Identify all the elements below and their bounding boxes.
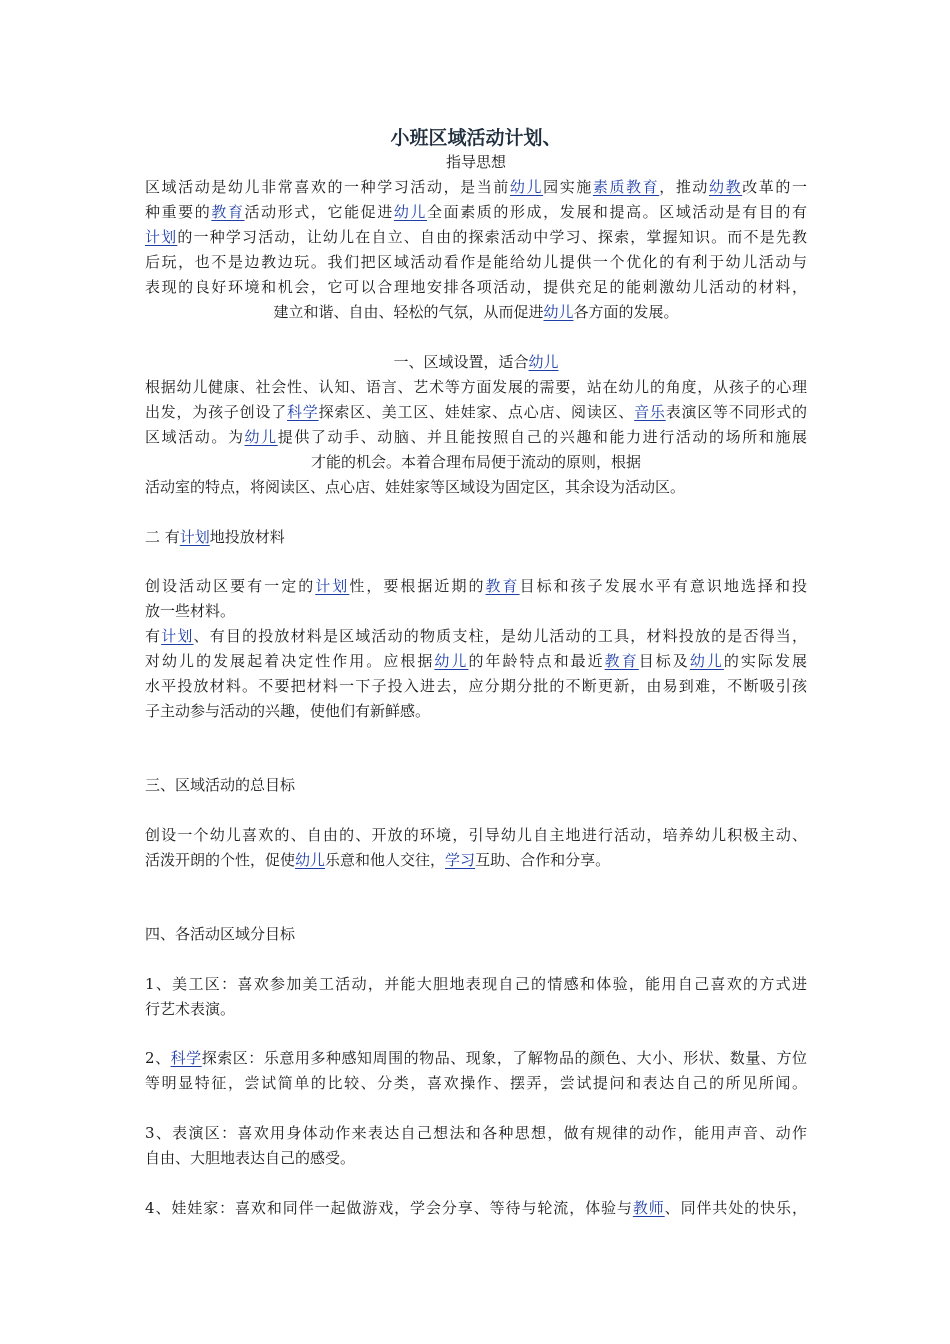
text-run: 活动室的特点，将阅读区、点心店、娃娃家等区域设为固定区，其余设为活动区。 [145,478,686,496]
text-line [145,150,807,175]
text-run: 后玩，也不是边教边玩。我们把区域活动看作是能给幼儿提供一个优化的有利于幼儿活动与 [145,253,807,271]
text-run: 提供了动手、动脑、并且能按照自己的兴趣和能力进行活动的场所和施展 [277,428,807,446]
text-run: 一、区域设置，适合 [393,353,529,371]
hyperlink[interactable]: 素质教育 [592,178,660,196]
text-run: 水平投放材料。不要把材料一下子投入进去，应分期分批的不断更新，由易到难，不断吸引孩 [145,677,807,695]
text-run: 三、区域活动的总目标 [145,776,296,794]
hyperlink[interactable]: 幼儿 [295,851,326,869]
text-run: 放一些材料。 [145,602,236,620]
text-run: 等明显特征，尝试简单的比较、分类，喜欢操作、摆弄，尝试提问和表达自己的所见所闻。 [145,1074,807,1092]
text-run: 的实际发展 [723,652,807,670]
text-run: ，推动 [659,178,709,196]
document-title: 小班区域活动计划、 [390,127,562,149]
text-line [145,823,807,848]
text-run: 建立和谐、自由、轻松的气氛，从而促进 [273,303,544,321]
hyperlink[interactable]: 幼儿 [393,203,428,221]
text-run: 2、 [145,1049,171,1067]
text-line [145,624,807,649]
hyperlink[interactable]: 幼教 [709,178,743,196]
text-line [145,773,807,798]
text-line [145,250,807,275]
hyperlink[interactable]: 学习 [445,851,476,869]
hyperlink[interactable]: 音乐 [634,403,666,421]
text-line [145,1071,807,1096]
text-line [145,375,807,400]
text-run: 1、美工区：喜欢参加美工活动，并能大胆地表现自己的情感和体验，能用自己喜欢的方式进 [145,975,807,993]
text-run: 出发，为孩子创设了 [145,403,288,421]
text-run: 才能的机会。本着合理布局便于流动的原则，根据 [310,453,641,471]
text-run: 目标和孩子发展水平有意识地选择和投 [519,577,807,595]
hyperlink[interactable]: 幼儿 [689,652,724,670]
text-run: 活动形式，它能促进 [244,203,394,221]
text-line [145,200,807,225]
text-line [145,1196,807,1221]
text-run: 性，要根据近期的 [349,577,486,595]
text-line [145,350,807,375]
hyperlink[interactable]: 幼儿 [434,652,469,670]
text-run: 区域活动。为 [145,428,245,446]
text-run: 各方面的发展。 [573,303,679,321]
text-run: 地投放材料 [209,528,285,546]
text-line [145,997,807,1022]
hyperlink[interactable]: 幼儿 [509,178,544,196]
text-line [145,1121,807,1146]
text-line [145,574,807,599]
hyperlink[interactable]: 幼儿 [528,353,559,371]
text-run: 、同伴共处的快乐， [664,1199,807,1217]
text-line [145,1146,807,1171]
text-run: 指导思想 [445,153,506,171]
text-run: 创设一个幼儿喜欢的、自由的、开放的环境，引导幼儿自主地进行活动，培养幼儿积极主动、 [145,826,807,844]
text-run: 目标及 [638,652,690,670]
text-line [145,525,807,550]
text-run: 区域活动是幼儿非常喜欢的一种学习活动，是当前 [145,178,510,196]
text-run: 行艺术表演。 [145,1000,236,1018]
text-run: 创设活动区要有一定的 [145,577,316,595]
hyperlink[interactable]: 幼儿 [244,428,278,446]
text-run: 子主动参与活动的兴趣，使他们有新鲜感。 [145,702,431,720]
text-line [145,300,807,325]
hyperlink[interactable]: 教育 [485,577,520,595]
text-run: 对幼儿的发展起着决定性作用。应根据 [145,652,435,670]
text-run: 的年龄特点和最近 [468,652,605,670]
text-line [145,649,807,674]
text-line [145,425,807,450]
text-line [145,848,807,873]
document-page [145,0,807,1344]
hyperlink[interactable]: 计划 [179,528,210,546]
hyperlink[interactable]: 计划 [161,627,194,645]
text-run: 、有目的投放材料是区域活动的物质支柱，是幼儿活动的工具，材料投放的是否得当， [193,627,807,645]
hyperlink[interactable]: 计划 [315,577,350,595]
text-line [145,674,807,699]
text-line [145,599,807,624]
text-line [145,175,807,200]
hyperlink[interactable]: 科学 [170,1049,202,1067]
text-line [145,275,807,300]
text-line [145,450,807,475]
text-run: 二 有 [145,528,180,546]
text-run: 自由、大胆地表达自己的感受。 [145,1149,356,1167]
text-line [145,475,807,500]
text-run: 探索区、美工区、娃娃家、点心店、阅读区、 [318,403,635,421]
text-run: 园实施 [543,178,593,196]
text-run: 探索区：乐意用多种感知周围的物品、现象，了解物品的颜色、大小、形状、数量、方位 [201,1049,807,1067]
text-run: 改革的一 [742,178,807,196]
text-line [145,699,807,724]
text-line [145,400,807,425]
hyperlink[interactable]: 计划 [145,228,178,246]
text-run: 种重要的 [145,203,212,221]
text-run: 乐意和他人交往， [325,851,446,869]
hyperlink[interactable]: 教育 [211,203,245,221]
hyperlink[interactable]: 教育 [604,652,639,670]
text-line [145,225,807,250]
text-run: 4、娃娃家：喜欢和同伴一起做游戏，学会分享、等待与轮流，体验与 [145,1199,633,1217]
text-run: 有 [145,627,162,645]
text-line [145,1046,807,1071]
hyperlink[interactable]: 教师 [632,1199,665,1217]
text-run: 四、各活动区域分目标 [145,925,296,943]
text-run: 表演区等不同形式的 [665,403,807,421]
hyperlink[interactable]: 幼儿 [543,303,574,321]
text-run: 互助、合作和分享。 [475,851,611,869]
text-run: 根据幼儿健康、社会性、认知、语言、艺术等方面发展的需要，站在幼儿的角度，从孩子的心理 [145,378,807,396]
text-run: 全面素质的形成，发展和提高。区域活动是有目的有 [427,203,807,221]
text-run: 3、表演区：喜欢用身体动作来表达自己想法和各种思想，做有规律的动作，能用声音、动作 [145,1124,807,1142]
text-line [145,972,807,997]
text-line [145,922,807,947]
text-run: 的一种学习活动，让幼儿在自立、自由的探索活动中学习、探索，掌握知识。而不是先教 [177,228,807,246]
hyperlink[interactable]: 科学 [287,403,319,421]
text-run: 表现的良好环境和机会，它可以合理地安排各项活动，提供充足的能刺激幼儿活动的材料， [145,278,807,296]
text-run: 活泼开朗的个性，促使 [145,851,296,869]
